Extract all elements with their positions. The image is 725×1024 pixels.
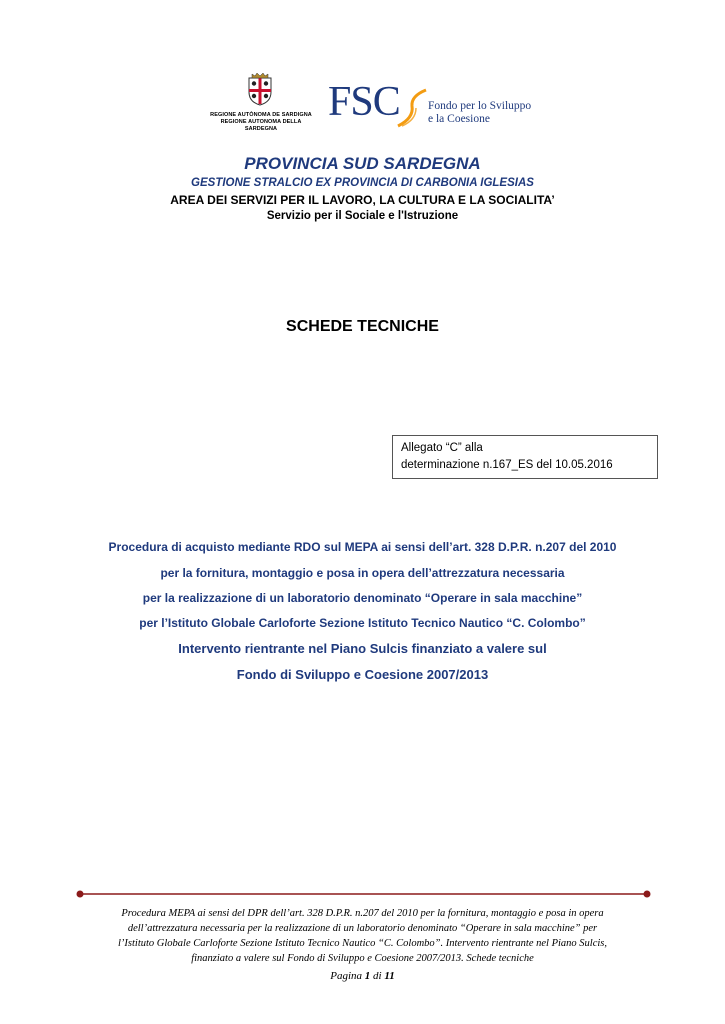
page-label: Pagina (330, 970, 363, 982)
gestione-heading: GESTIONE STRALCIO EX PROVINCIA DI CARBONIA IGLESIAS (191, 177, 534, 189)
fsc-letters: FSC (328, 79, 400, 125)
fsc-caption-line-2: e la Coesione (428, 113, 490, 125)
regione-sardegna-logo (206, 72, 316, 132)
procedure-line-6: Fondo di Sviluppo e Coesione 2007/2013 (236, 667, 489, 682)
regione-sardegna-text (206, 112, 316, 133)
footer-divider-left-dot (77, 891, 84, 898)
ras-line-2: REGIONE AUTONOMA DELLA SARDEGNA (220, 119, 302, 132)
fsc-caption-line-1: Fondo per lo Sviluppo (428, 100, 532, 112)
page-sep: di (373, 970, 382, 982)
footer-line-4: finanziato a valere sul Fondo di Sviluppo e Coesione 2007/2013. Schede tecniche (191, 953, 534, 964)
allegato-box (392, 435, 658, 479)
footer-line-3: l’Istituto Globale Carloforte Sezione Istituto Tecnico Nautico “C. Colombo”. Intervento rientrante nel Piano Sulcis, (118, 938, 607, 949)
procedure-line-2: per la fornitura, montaggio e posa in opera dell’attrezzatura necessaria (160, 566, 565, 580)
procedure-line-4: per l’Istituto Globale Carloforte Sezione Istituto Tecnico Nautico “C. Colombo” (139, 616, 586, 630)
sardinia-crest-icon (246, 72, 274, 106)
page-total: 11 (384, 970, 395, 982)
procedure-line-3: per la realizzazione di un laboratorio denominato “Operare in sala macchine” (142, 591, 583, 605)
footer-line-1: Procedura MEPA ai sensi del DPR dell’art. 328 D.P.R. n.207 del 2010 per la fornitura, montaggio e posa in opera (121, 908, 604, 919)
procedure-line-1: Procedura di acquisto mediante RDO sul MEPA ai sensi dell’art. 328 D.P.R. n.207 del 2010 (108, 540, 617, 554)
footer-divider (76, 888, 651, 900)
fsc-caption (428, 100, 531, 126)
footer-line-2: dell’attrezzatura necessaria per la realizzazione di un laboratorio denominato “Operare in sala macchine” per (127, 923, 598, 934)
page-current: 1 (364, 970, 371, 982)
allegato-line-1: Allegato “C” alla (401, 442, 483, 454)
page-number (0, 970, 725, 982)
procedure-line-5: Intervento rientrante nel Piano Sulcis finanziato a valere sul (178, 641, 547, 656)
fsc-logo (328, 78, 538, 134)
document-title: SCHEDE TECNICHE (286, 318, 439, 335)
footer-divider-right-dot (644, 891, 651, 898)
servizio-heading: Servizio per il Sociale e l'Istruzione (266, 210, 459, 222)
province-heading: PROVINCIA SUD SARDEGNA (244, 154, 481, 173)
area-heading: AREA DEI SERVIZI PER IL LAVORO, LA CULTURA E LA SOCIALITA’ (170, 193, 555, 207)
fsc-swoosh-icon (396, 88, 430, 128)
allegato-line-2: determinazione n.167_ES del 10.05.2016 (401, 459, 613, 471)
footer-text (70, 906, 655, 966)
ras-line-1: REGIONE AUTÒNOMA DE SARDIGNA (210, 112, 312, 118)
